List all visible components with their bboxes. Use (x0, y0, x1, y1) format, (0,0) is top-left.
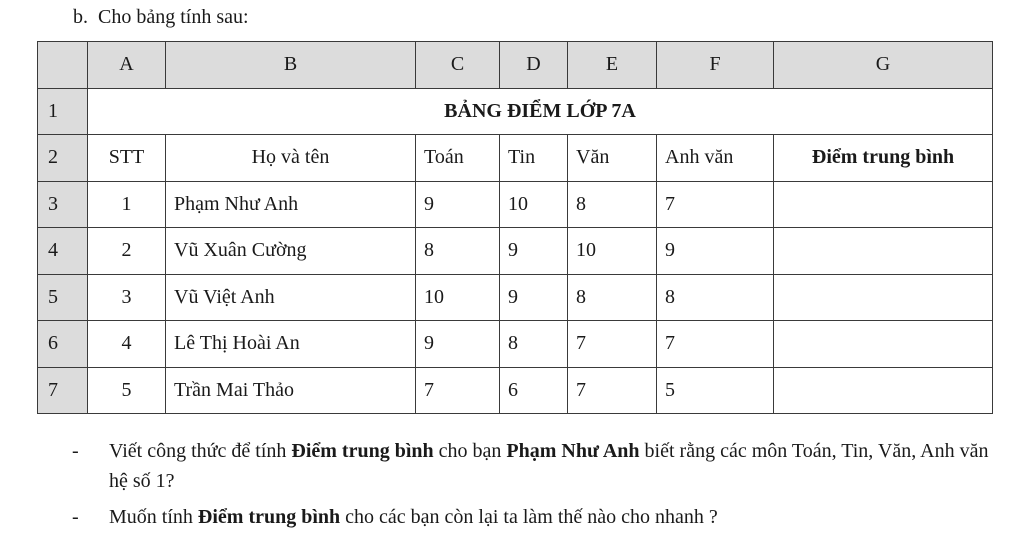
spreadsheet-table (37, 41, 993, 414)
cell-average (774, 367, 993, 414)
text-run: cho các bạn còn lại ta làm thế nào cho nhanh ? (340, 506, 718, 528)
cell-it: 10 (500, 181, 568, 228)
cell-name: Vũ Việt Anh (166, 274, 416, 321)
text-run: Muốn tính (109, 506, 198, 528)
cell-math: 7 (416, 367, 500, 414)
cell-stt: 2 (88, 228, 166, 275)
column-header-d: D (500, 42, 568, 89)
row-header-6: 6 (38, 321, 88, 368)
bullet-dash: - (72, 440, 79, 462)
cell-average (774, 228, 993, 275)
cell-stt: 5 (88, 367, 166, 414)
cell-literature: 8 (568, 274, 657, 321)
table-row (38, 228, 993, 275)
cell-it: 9 (500, 274, 568, 321)
header-average: Điểm trung bình (774, 135, 993, 182)
bold-text: Điểm trung bình (291, 440, 434, 462)
table-row (38, 367, 993, 414)
cell-math: 9 (416, 181, 500, 228)
question-text: Cho bảng tính sau: (98, 6, 249, 28)
cell-average (774, 321, 993, 368)
header-stt: STT (88, 135, 166, 182)
row-header-4: 4 (38, 228, 88, 275)
cell-name: Vũ Xuân Cường (166, 228, 416, 275)
table-row (38, 88, 993, 135)
cell-literature: 10 (568, 228, 657, 275)
cell-stt: 1 (88, 181, 166, 228)
cell-english: 7 (657, 321, 774, 368)
question-heading (73, 4, 249, 30)
task-list (70, 436, 990, 538)
cell-it: 9 (500, 228, 568, 275)
cell-english: 7 (657, 181, 774, 228)
cell-english: 5 (657, 367, 774, 414)
cell-average (774, 274, 993, 321)
cell-stt: 4 (88, 321, 166, 368)
header-english: Anh văn (657, 135, 774, 182)
column-header-a: A (88, 42, 166, 89)
table-row (38, 135, 993, 182)
cell-math: 10 (416, 274, 500, 321)
cell-name: Lê Thị Hoài An (166, 321, 416, 368)
table-row (38, 181, 993, 228)
cell-english: 8 (657, 274, 774, 321)
cell-name: Phạm Như Anh (166, 181, 416, 228)
cell-average (774, 181, 993, 228)
cell-literature: 8 (568, 181, 657, 228)
column-header-e: E (568, 42, 657, 89)
cell-it: 8 (500, 321, 568, 368)
header-literature: Văn (568, 135, 657, 182)
cell-math: 9 (416, 321, 500, 368)
column-header-g: G (774, 42, 993, 89)
table-title: BẢNG ĐIỂM LỚP 7A (88, 88, 993, 135)
row-header-7: 7 (38, 367, 88, 414)
cell-english: 9 (657, 228, 774, 275)
cell-math: 8 (416, 228, 500, 275)
text-run: cho bạn (433, 440, 507, 462)
header-it: Tin (500, 135, 568, 182)
column-header-row (38, 42, 993, 89)
column-header-b: B (166, 42, 416, 89)
text-run: Viết công thức để tính (109, 440, 292, 462)
row-header-2: 2 (38, 135, 88, 182)
row-header-3: 3 (38, 181, 88, 228)
table-row (38, 274, 993, 321)
cell-name: Trần Mai Thảo (166, 367, 416, 414)
task-item (70, 502, 990, 532)
task-item (70, 436, 990, 496)
bold-text: Điểm trung bình (197, 506, 341, 528)
bullet-dash: - (72, 506, 79, 528)
corner-cell (38, 42, 88, 89)
task-text (109, 436, 990, 496)
column-header-c: C (416, 42, 500, 89)
task-text (109, 502, 990, 532)
table-row (38, 321, 993, 368)
bold-text: Phạm Như Anh (506, 440, 640, 462)
cell-stt: 3 (88, 274, 166, 321)
cell-it: 6 (500, 367, 568, 414)
header-math: Toán (416, 135, 500, 182)
cell-literature: 7 (568, 367, 657, 414)
row-header-5: 5 (38, 274, 88, 321)
question-label: b. (73, 6, 88, 28)
row-header-1: 1 (38, 88, 88, 135)
cell-literature: 7 (568, 321, 657, 368)
header-name: Họ và tên (166, 135, 416, 182)
text-run: biết rằng các môn Toán, Tin, Văn, Anh văn hệ số 1? (109, 440, 989, 492)
column-header-f: F (657, 42, 774, 89)
